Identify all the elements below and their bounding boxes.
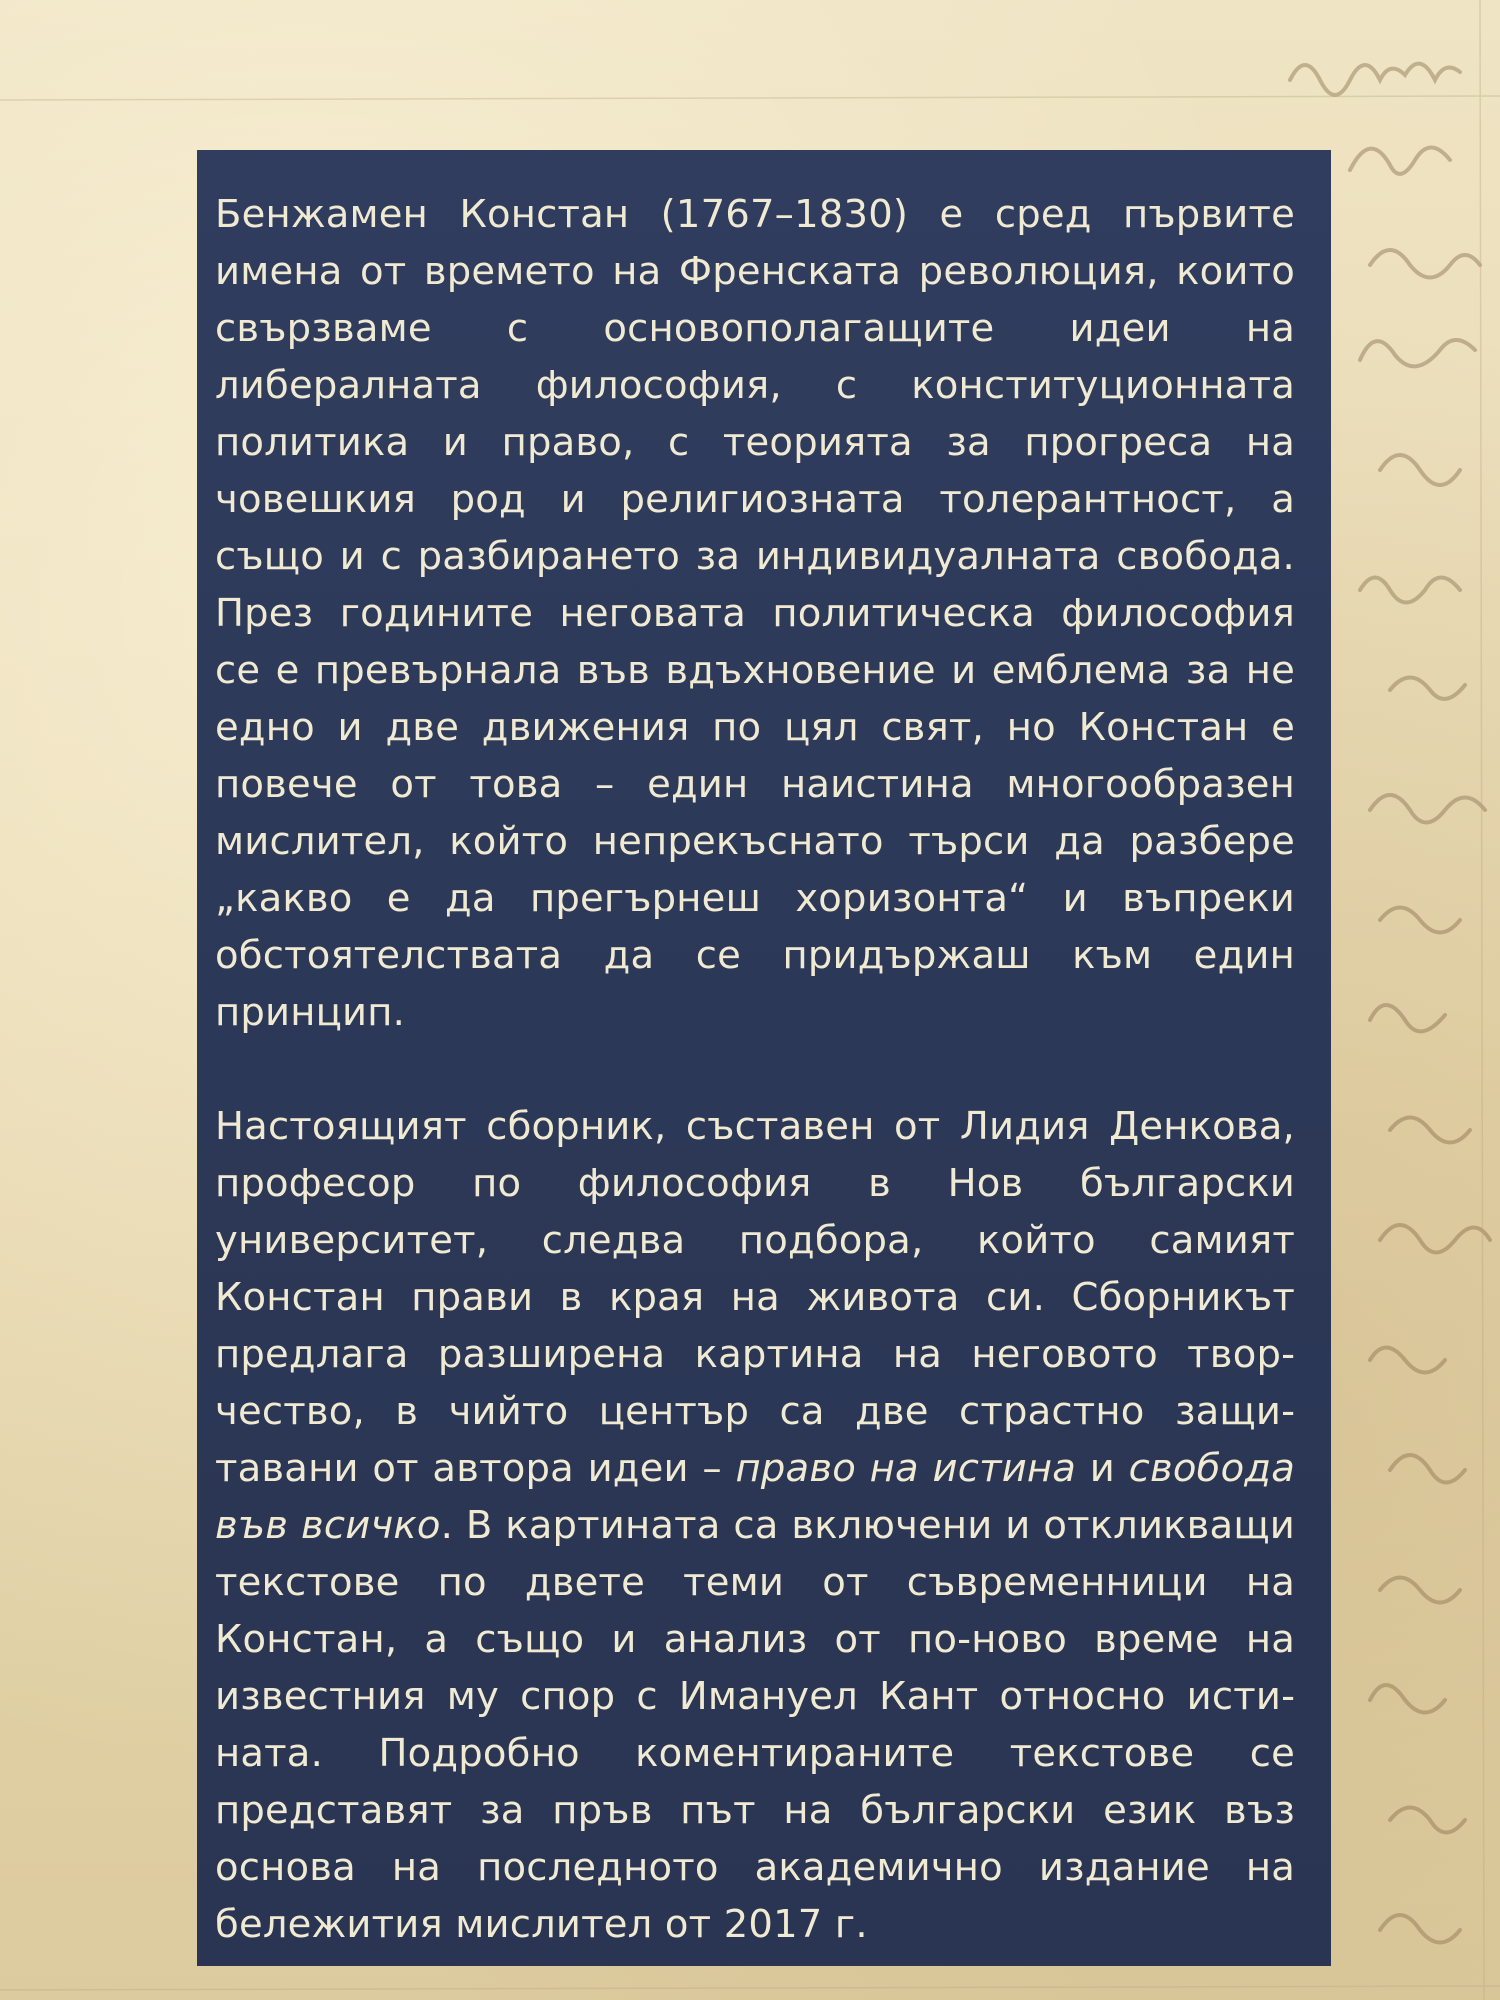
paragraph-2 [215, 1098, 1295, 1953]
italic-phrase-right-to-truth: право на истина [735, 1446, 1077, 1491]
text-panel [197, 150, 1331, 1966]
paragraph-2-part-2: и [1076, 1446, 1129, 1491]
paragraph-2-part-3: . В картината са включени и откликващи текстове по двете теми от съвременници на Констан, а също и анализ от по-ново време на известния му спор с Имануел Кант относно истината. Подробно коментираните текстове се представят за пръв път на български език въз основа на последното академично издание на бележития мислител от 2017 г. [215, 1503, 1296, 1947]
italic-phrase-freedom-in-everything: свобода във всичко [215, 1446, 1295, 1548]
paragraph-1: Бенжамен Констан (1767–1830) е сред първите имена от времето на Френската революция, които свързваме с основополагащите идеи на либералната философия, с конституционната политика и право, с теорията за прогреса на човешкия род и религиозната толерантност, а също и с разбирането за индивидуалната свобода. През годините неговата политическа философия се е превърнала във вдъхновение и емблема за не едно и две движения по цял свят, но Констан е повече от това – един наистина многообразен мислител, който непрекъснато търси да разбере „какво е да прегърнеш хоризонта“ и въпреки обстоятелствата да се придържаш към един принцип. [215, 192, 1295, 1035]
paragraph-2-part-1: Настоящият сборник, съставен от Лидия Денкова, професор по философия в Нов български университет, следва подбора, който самият Констан прави в края на живота си. Сборникът предлага разширена картина на неговото творчество, в чийто център са две страстно защитавани от автора идеи – [215, 1104, 1295, 1491]
